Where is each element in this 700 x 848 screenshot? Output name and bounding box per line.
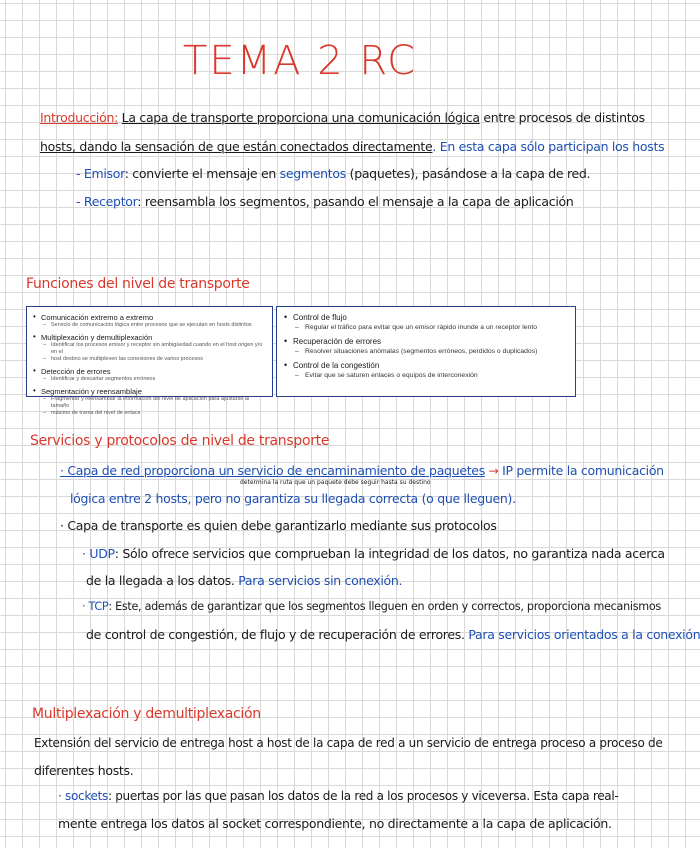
left-box-subitem: – host destino se multiplexen las conexiones de varios procesos [31, 356, 268, 363]
servicios-p1 [60, 463, 664, 478]
multiplexacion-p1b: diferentes hosts. [34, 763, 134, 778]
multiplexacion-p1: Extensión del servicio de entrega host a host de la capa de red a un servicio de entrega proceso a proceso de [34, 736, 663, 750]
right-box-item: • Recuperación de errores [281, 337, 571, 346]
intro-receptor [76, 194, 573, 209]
left-box-subitem: – máximo de trama del nivel de enlace [31, 410, 268, 417]
servicios-tcp-2 [86, 627, 700, 642]
servicios-p2: · Capa de transporte es quien debe garantizarlo mediante sus protocolos [60, 518, 497, 533]
udp-blue: Para servicios sin conexión. [238, 573, 403, 588]
tcp-blue: Para servicios orientados a la conexión [468, 627, 700, 642]
funciones-left-list [31, 313, 268, 417]
servicios-p1-b: IP permite la comunicación [502, 463, 664, 478]
funciones-right-box [276, 306, 576, 397]
intro-blue-2: . En esta capa sólo participan los hosts [432, 139, 665, 154]
right-box-item: • Control de flujo [281, 313, 571, 322]
intro-underlined-1: La capa de transporte proporciona una comunicación lógica [121, 110, 480, 125]
intro-rest-1: entre procesos de distintos [479, 110, 645, 125]
udp-label: · UDP [82, 546, 115, 561]
udp-text: : Sólo ofrece servicios que comprueban la integridad de los datos, no garantiza nada acerca [114, 546, 665, 561]
funciones-right-list [281, 313, 571, 379]
arrow-icon: → [488, 464, 499, 478]
intro-heading: Introducción: [40, 110, 118, 125]
page-title: TEMA 2 RC [182, 38, 418, 84]
tcp-text: : Este, además de garantizar que los segmentos lleguen en orden y correctos, proporciona mecanismos [108, 600, 661, 613]
left-box-item: • Multiplexación y demultiplexación [31, 333, 268, 342]
emisor-text-c: (paquetes), pasándose a la capa de red. [345, 166, 591, 181]
servicios-udp [82, 546, 665, 561]
sockets-label: · sockets [58, 789, 108, 803]
servicios-p1-c: lógica entre 2 hosts, pero no garantiza su llegada correcta (o que lleguen). [70, 491, 516, 506]
left-box-subitem: – Fragmentar y reensamblar la información del nivel de aplicación para ajustarse al tamaño [31, 396, 268, 410]
right-box-subitem: – Evitar que se saturen enlaces o equipos de interconexión [281, 372, 571, 379]
left-box-item: • Segmentación y reensamblaje [31, 387, 268, 396]
tcp-label: · TCP [82, 600, 109, 613]
multiplexacion-heading: Multiplexación y demultiplexación [32, 706, 261, 722]
emisor-text-b: segmentos [279, 166, 346, 181]
servicios-heading: Servicios y protocolos de nivel de transporte [30, 433, 330, 449]
sockets-text: : puertas por las que pasan los datos de la red a los procesos y viceversa. Esta capa real- [107, 789, 619, 803]
servicios-p1-note: determina la ruta que un paquete debe seguir hasta su destino [240, 479, 431, 486]
right-box-subitem: – Regular el tráfico para evitar que un emisor rápido inunde a un receptor lento [281, 324, 571, 331]
multiplexacion-sockets [58, 789, 618, 803]
emisor-text-a: : convierte el mensaje en [124, 166, 280, 181]
emisor-label: - Emisor [76, 166, 125, 181]
receptor-label: - Receptor [76, 194, 138, 209]
right-box-item: • Control de la congestión [281, 361, 571, 370]
servicios-tcp [82, 600, 661, 613]
tcp-text-2: de control de congestión, de flujo y de recuperación de errores. [86, 627, 469, 642]
left-box-subitem: – Identificar los procesos emisor y receptor sin ambigüedad cuando en el host origen y/o en el [31, 342, 268, 356]
servicios-p1-a: · Capa de red proporciona un servicio de encaminamiento de paquetes [60, 463, 485, 478]
multiplexacion-sockets-2: mente entrega los datos al socket correspondiente, no directamente a la capa de aplicación. [58, 816, 612, 831]
intro-underlined-2: hosts, dando la sensación de que están conectados directamente [40, 139, 433, 154]
left-box-subitem: – Servicio de comunicación lógica entre procesos que se ejecutan en hosts distintos [31, 322, 268, 329]
left-box-item: • Detección de errores [31, 367, 268, 376]
servicios-udp-2 [86, 573, 402, 588]
left-box-subitem: – Identificar y descartar segmentos erróneos [31, 376, 268, 383]
intro-line-1 [40, 110, 645, 125]
udp-text-2: de la llegada a los datos. [86, 573, 239, 588]
funciones-heading: Funciones del nivel de transporte [26, 276, 250, 292]
receptor-text: : reensambla los segmentos, pasando el mensaje a la capa de aplicación [137, 194, 574, 209]
left-box-item: • Comunicación extremo a extremo [31, 313, 268, 322]
funciones-left-box [26, 306, 273, 416]
right-box-subitem: – Resolver situaciones anómalas (segmentos erróneos, perdidos o duplicados) [281, 348, 571, 355]
intro-line-2 [40, 139, 664, 154]
intro-emisor [76, 166, 590, 181]
